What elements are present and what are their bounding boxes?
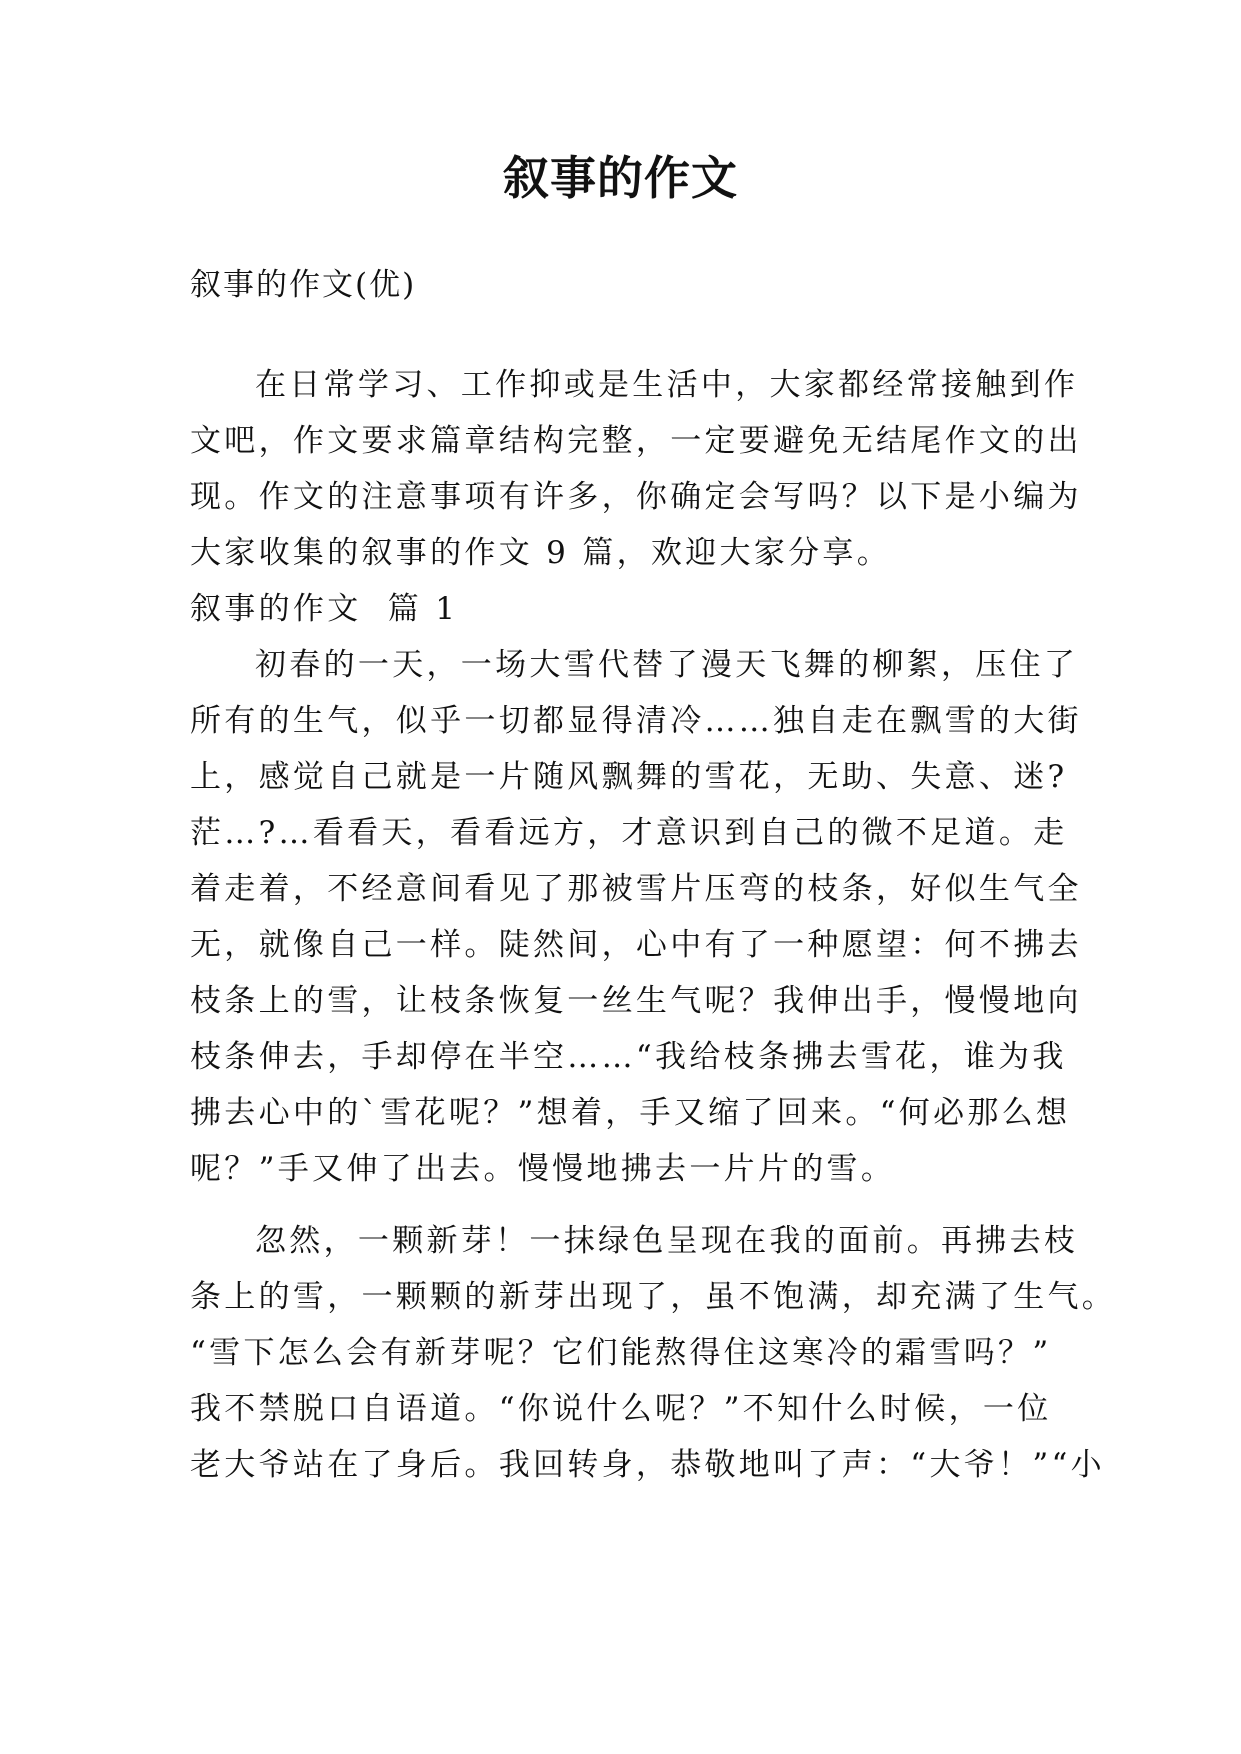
- intro-line: 文吧，作文要求篇章结构完整，一定要避免无结尾作文的出: [190, 423, 1082, 459]
- paragraph-line: 老大爷站在了身后。我回转身，恭敬地叫了声：“大爷！”“小: [190, 1447, 1105, 1483]
- paragraph-line: 着走着，不经意间看见了那被雪片压弯的枝条，好似生气全: [190, 871, 1082, 907]
- document-subtitle: 叙事的作文(优): [190, 267, 417, 303]
- paragraph-line: 茫…?…看看天，看看远方，才意识到自己的微不足道。走: [190, 815, 1068, 851]
- paragraph-line: 我不禁脱口自语道。“你说什么呢？”不知什么时候，一位: [190, 1391, 1052, 1427]
- paragraph-line: “雪下怎么会有新芽呢？它们能熬得住这寒冷的霜雪吗？”: [190, 1335, 1052, 1371]
- paragraph-line: 呢？”手又伸了出去。慢慢地拂去一片片的雪。: [190, 1151, 896, 1187]
- intro-line: 在日常学习、工作抑或是生活中，大家都经常接触到作: [255, 367, 1079, 403]
- paragraph-line: 枝条伸去，手却停在半空……“我给枝条拂去雪花，谁为我: [190, 1039, 1067, 1075]
- paragraph-line: 条上的雪，一颗颗的新芽出现了，虽不饱满，却充满了生气。: [190, 1279, 1117, 1315]
- intro-line: 大家收集的叙事的作文 9 篇，欢迎大家分享。: [190, 535, 892, 571]
- paragraph-line: 忽然，一颗新芽！一抹绿色呈现在我的面前。再拂去枝: [255, 1223, 1079, 1259]
- paragraph-line: 枝条上的雪，让枝条恢复一丝生气呢？我伸出手，慢慢地向: [190, 983, 1082, 1019]
- paragraph-line: 拂去心中的`雪花呢？”想着，手又缩了回来。“何必那么想: [190, 1095, 1071, 1131]
- paragraph-line: 上，感觉自己就是一片随风飘舞的雪花，无助、失意、迷?: [190, 759, 1068, 795]
- paragraph-line: 初春的一天，一场大雪代替了漫天飞舞的柳絮，压住了: [255, 647, 1079, 683]
- section-heading: 叙事的作文 篇 1: [190, 591, 459, 627]
- paragraph-line: 所有的生气，似乎一切都显得清冷……独自走在飘雪的大街: [190, 703, 1082, 739]
- document-title: 叙事的作文: [503, 151, 738, 205]
- paragraph-line: 无，就像自己一样。陡然间，心中有了一种愿望：何不拂去: [190, 927, 1082, 963]
- intro-line: 现。作文的注意事项有许多，你确定会写吗？以下是小编为: [190, 479, 1082, 515]
